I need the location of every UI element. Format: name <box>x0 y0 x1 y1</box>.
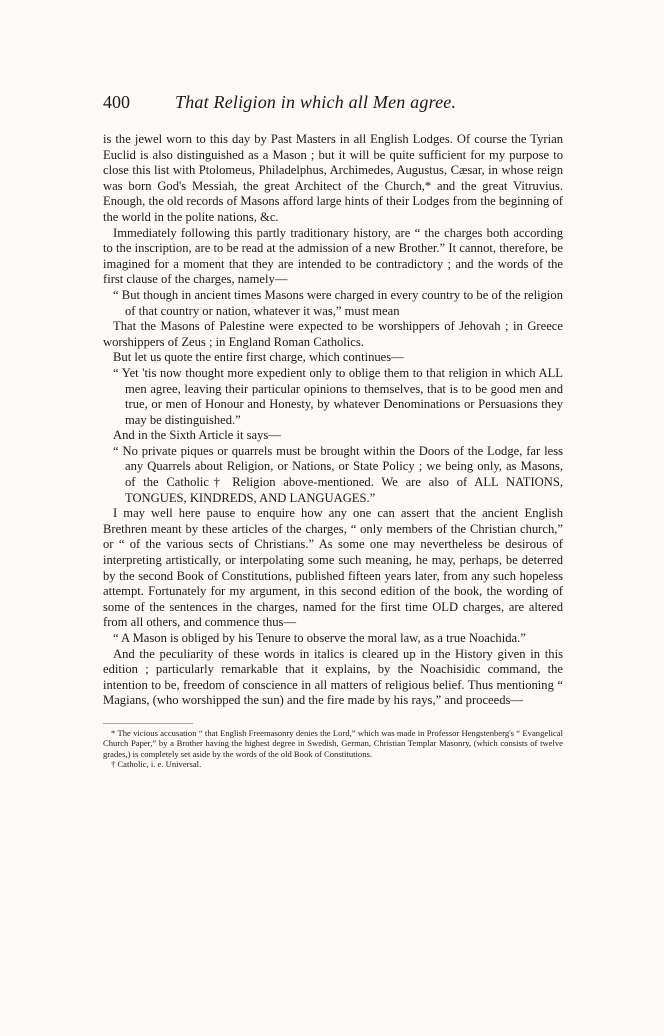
paragraph: is the jewel worn to this day by Past Masters in all English Lodges. Of course the Tyrian Euclid is also distinguished as a Mason ; but it will be quite sufficient for my purpose to close this list with Ptolomeus, Philadelphus, Archimedes, Augustus, Cæsar, in whose reign was born God's Messiah, the great Architect of the Church,* and the great Vitruvius. Enough, the old records of Masons afford large hints of their Lodges from the beginning of the world in the polite nations, &c. <box>103 132 563 224</box>
block-quote: “ A Mason is obliged by his Tenure to observe the moral law, as a true Noachida.” <box>113 631 526 645</box>
footnote: * The vicious accusation “ that English Freemasonry denies the Lord,” which was made in Professor Hengstenberg's “ Evangelical Church Paper,” by a Brother having the highest degree in Swedish, German, Christian Templar Masonry, (which consists of twelve grades,) is completely set aside by the words of the old Book of Constitutions. <box>103 727 563 759</box>
page-number: 400 <box>103 92 130 112</box>
running-title: That Religion in which all Men agree. <box>175 92 457 112</box>
block-quote: “ But though in ancient times Masons were charged in every country to be of the religion of that country or nation, whatever it was,” must mean <box>113 287 563 318</box>
paragraph: I may well here pause to enquire how any one can assert that the ancient English Brethren meant by these articles of the charges, “ only members of the Christian church,” or “ of the various sects of Christians.” As some one may nevertheless be desirous of interpreting artistically, or interpolating some such meaning, he may, perhaps, be deterred by the second Book of Constitutions, published fifteen years later, from any such hopeless attempt. Fortunately for my argument, in this second edition of the book, the wording of some of the sentences in the charges, named for the first time OLD charges, are altered from all others, and commence thus— <box>103 506 563 630</box>
paragraph: And the peculiarity of these words in italics is cleared up in the History given in this edition ; particularly remarkable that it explains, by the Noachisidic command, the intention to be, freedom of conscience in all matters of religious belief. Thus mentioning “ Magians, (who worshipped the sun) and the fire made by his rays,” and proceeds— <box>103 646 563 708</box>
body-text <box>103 132 563 709</box>
footnote: † Catholic, i. e. Universal. <box>111 759 202 770</box>
block-quote: “ No private piques or quarrels must be brought within the Doors of the Lodge, far less any Quarrels about Religion, or Nations, or State Policy ; we being only, as Masons, of the Catholic† Religion above-mentioned. We are also of ALL NATIONS, TONGUES, KINDREDS, AND LANGUAGES.” <box>113 443 563 505</box>
paragraph: Immediately following this partly traditionary history, are “ the charges both according to the inscription, are to be read at the admission of a new Brother.” It cannot, therefore, be imagined for a moment that they are intended to be contradictory ; and the words of the first clause of the charges, namely— <box>103 225 563 287</box>
page-header <box>103 92 563 132</box>
book-page <box>103 92 563 770</box>
paragraph: But let us quote the entire first charge, which continues— <box>113 350 404 365</box>
paragraph: That the Masons of Palestine were expected to be worshippers of Jehovah ; in Greece worshippers of Zeus ; in England Roman Catholics. <box>103 319 563 349</box>
paragraph: And in the Sixth Article it says— <box>113 428 281 443</box>
footnotes <box>103 728 563 770</box>
block-quote: “ Yet 'tis now thought more expedient only to oblige them to that religion in which ALL men agree, leaving their particular opinions to themselves, that is to be good men and true, or men of Honour and Honesty, by whatever Denominations or Persuasions they may be distinguished.” <box>113 365 563 427</box>
